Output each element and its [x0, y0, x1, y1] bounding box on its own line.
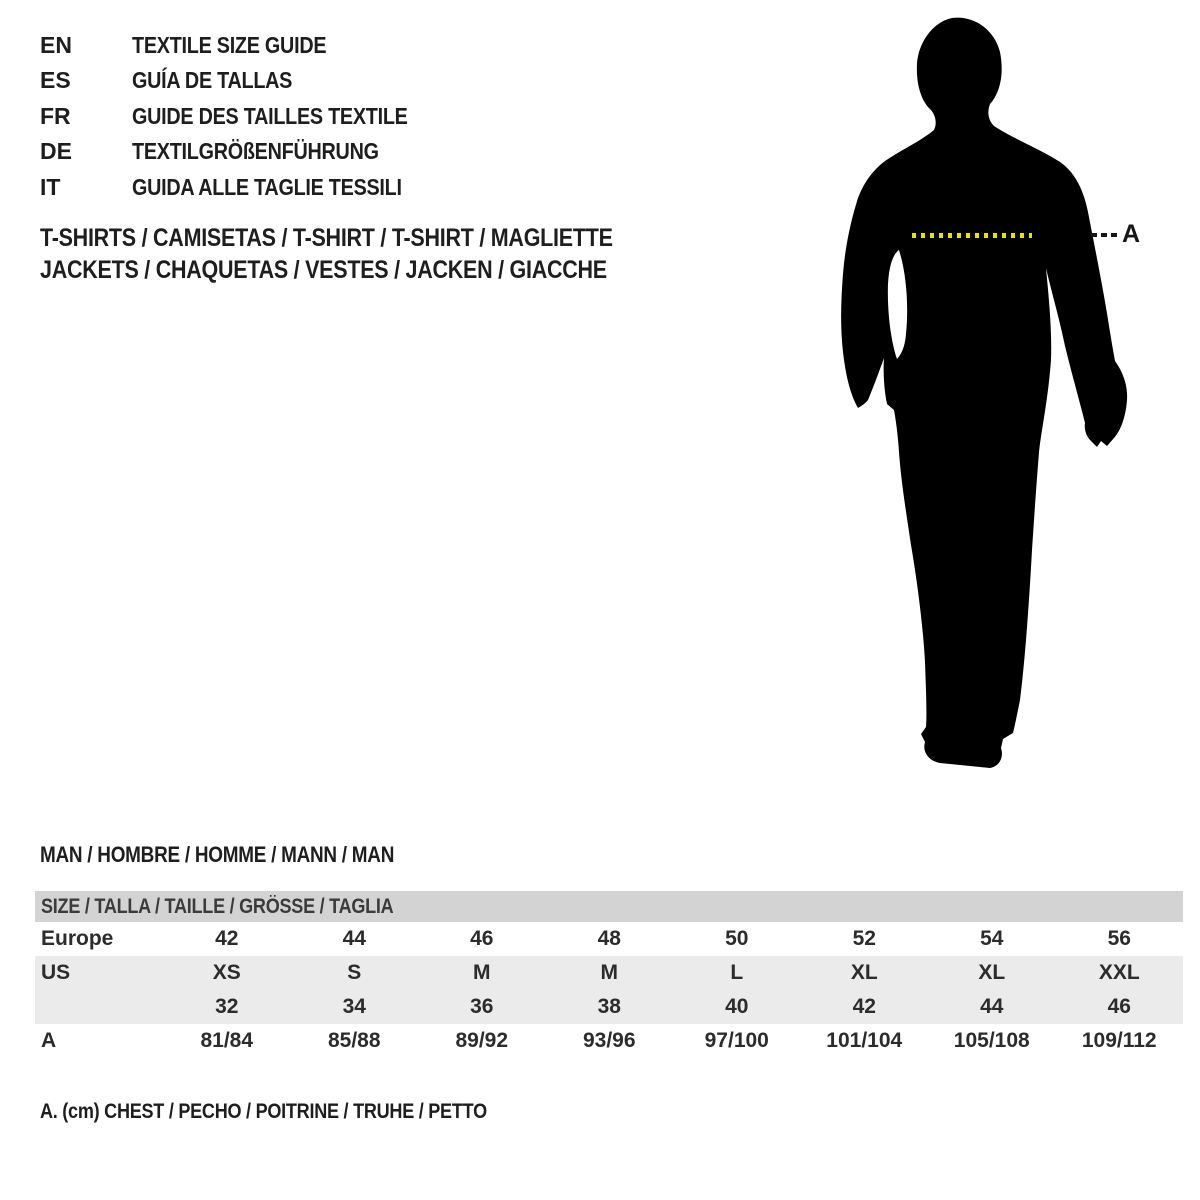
- table-cell: 36: [470, 995, 494, 1018]
- table-cell: XL: [978, 961, 1006, 984]
- category-line-jackets: JACKETS / CHAQUETAS / VESTES / JACKEN / GIACCHE: [40, 256, 607, 284]
- table-cell: 32: [215, 995, 239, 1018]
- table-cell: 101/104: [826, 1029, 903, 1052]
- table-cell: XS: [212, 961, 241, 984]
- language-code: EN: [40, 32, 72, 58]
- row-label: A: [41, 1029, 57, 1052]
- measure-callout-dashes: [1091, 233, 1118, 237]
- chest-measure-dotted-line: [912, 233, 1032, 238]
- measurement-footnote: A. (cm) CHEST / PECHO / POITRINE / TRUHE / PETTO: [40, 1100, 487, 1123]
- table-cell: 85/88: [327, 1029, 381, 1052]
- table-cell: 97/100: [704, 1029, 769, 1052]
- language-code: DE: [40, 138, 72, 165]
- size-table: [35, 891, 1183, 1058]
- table-cell: 81/84: [200, 1029, 254, 1052]
- table-cell: 34: [342, 995, 366, 1018]
- language-title: TEXTILGRÖßENFÜHRUNG: [132, 138, 379, 165]
- table-cell: L: [730, 961, 744, 984]
- language-title: GUIDA ALLE TAGLIE TESSILI: [132, 173, 402, 200]
- table-cell: 105/108: [953, 1029, 1030, 1052]
- language-title: GUÍA DE TALLAS: [132, 67, 293, 94]
- language-title: TEXTILE SIZE GUIDE: [132, 32, 327, 58]
- table-cell: 40: [725, 995, 749, 1018]
- table-cell: 44: [342, 927, 366, 950]
- man-silhouette: [840, 10, 1140, 780]
- table-cell: XXL: [1098, 961, 1140, 984]
- row-label: Europe: [41, 927, 114, 950]
- table-cell: 42: [852, 995, 876, 1018]
- table-row-chest-a: [35, 1024, 1183, 1058]
- table-cell: 109/112: [1081, 1029, 1157, 1052]
- table-row-us: [35, 956, 1183, 990]
- row-label: US: [41, 961, 71, 984]
- table-cell: 42: [215, 927, 239, 950]
- table-cell: 46: [1107, 995, 1131, 1018]
- table-cell: 93/96: [582, 1029, 636, 1052]
- table-cell: M: [600, 961, 618, 984]
- table-cell: 54: [980, 927, 1004, 950]
- table-cell: M: [473, 961, 491, 984]
- table-cell: S: [347, 961, 362, 984]
- table-cell: 56: [1107, 927, 1131, 950]
- section-title-man: MAN / HOMBRE / HOMME / MANN / MAN: [40, 842, 395, 867]
- language-title: GUIDE DES TAILLES TEXTILE: [132, 102, 408, 129]
- table-row-europe: [35, 922, 1183, 956]
- language-code: IT: [40, 173, 61, 200]
- size-table-header: SIZE / TALLA / TAILLE / GRÖSSE / TAGLIA: [41, 895, 394, 918]
- table-cell: 50: [725, 927, 749, 950]
- measure-label-a: A: [1122, 220, 1141, 248]
- table-cell: 44: [980, 995, 1004, 1018]
- table-cell: XL: [850, 961, 878, 984]
- table-row-us-numeric: [35, 990, 1183, 1024]
- table-cell: 48: [597, 927, 621, 950]
- language-code: ES: [40, 67, 71, 94]
- category-line-tshirts: T-SHIRTS / CAMISETAS / T-SHIRT / T-SHIRT / MAGLIETTE: [40, 224, 613, 252]
- table-cell: 46: [470, 927, 494, 950]
- table-cell: 52: [852, 927, 876, 950]
- language-code: FR: [40, 102, 71, 129]
- table-cell: 89/92: [455, 1029, 509, 1052]
- table-cell: 38: [597, 995, 621, 1018]
